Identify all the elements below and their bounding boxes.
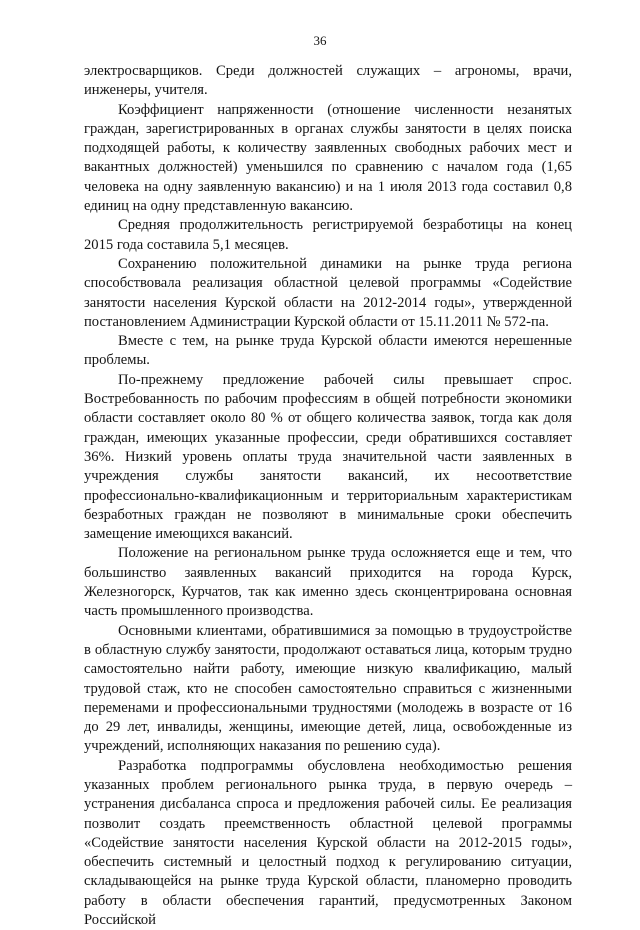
paragraph-regional-market: Положение на региональном рынке труда осложняется еще и тем, что большинство заявленных вакансий приходится на города Курск, Железногорск, Курчатов, так как именно здесь сконцентрирована основная часть промышленного производства. bbox=[84, 545, 572, 620]
paragraph-subprogram-development: Разработка подпрограммы обусловлена необходимостью решения указанных проблем регионального рынка труда, в первую очередь – устранения дисбаланса спроса и предложения рабочей силы. Ее реализация позволит создать преемственность областной целевой программы «Содействие занятости населения Курской области на 2012-2015 годы», обеспечить системный и целостный подход к регулированию ситуации, складывающейся на рынке труда Курской области, планомерно проводить работу в области обеспечения гарантий, предусмотренных Законом Российской bbox=[84, 757, 572, 929]
paragraph-main-clients: Основными клиентами, обратившимися за помощью в трудоустройстве в областную службу занятости, продолжают оставаться лица, которым трудно самостоятельно найти работу, имеющие низкую квалификацию, малый трудовой стаж, кто не способен самостоятельно справиться с жизненными переменами и профессиональными трудностями (молодежь в возрасте от 16 до 29 лет, инвалиды, женщины, имеющие детей, лица, освобожденные из учреждений, исполняющих наказания по решению суда). bbox=[84, 622, 572, 755]
document-body bbox=[84, 62, 572, 930]
paragraph-regional-program: Сохранению положительной динамики на рынке труда региона способствовала реализация областной целевой программы «Содействие занятости населения Курской области на 2012-2014 годы», утвержденной постановлением Администрации Курской области от 15.11.2011 № 572-па. bbox=[84, 255, 572, 330]
paragraph-tension-coefficient: Коэффициент напряженности (отношение численности незанятых граждан, зарегистрированных в органах службы занятости в целях поиска подходящей работы, к количеству заявленных свободных рабочих мест и вакантных должностей) уменьшился по сравнению с началом года (1,65 человека на одну заявленную вакансию) и на 1 июля 2013 года составил 0,8 единиц на одну представленную вакансию. bbox=[84, 101, 572, 215]
paragraph-unsolved-problems: Вместе с тем, на рынке труда Курской области имеются нерешенные проблемы. bbox=[84, 333, 572, 369]
paragraph-unemployment-duration: Средняя продолжительность регистрируемой безработицы на конец 2015 года составила 5,1 месяцев. bbox=[84, 217, 572, 253]
paragraph-continuation: электросварщиков. Среди должностей служащих – агрономы, врачи, инженеры, учителя. bbox=[84, 63, 572, 99]
page-number: 36 bbox=[313, 33, 327, 48]
paragraph-labor-supply: По-прежнему предложение рабочей силы превышает спрос. Востребованность по рабочим профессиям в общей потребности экономики области составляет около 80 % от общего количества заявок, тогда как доля граждан, имеющих указанные профессии, среди обратившихся составляет 36%. Низкий уровень оплаты труда значительной части заявленных в учреждения службы занятости вакансий, их несоответствие профессионально-квалификационным и территориальным характеристикам безработных граждан не позволяют в минимальные сроки обеспечить замещение имеющихся вакансий. bbox=[84, 371, 572, 543]
